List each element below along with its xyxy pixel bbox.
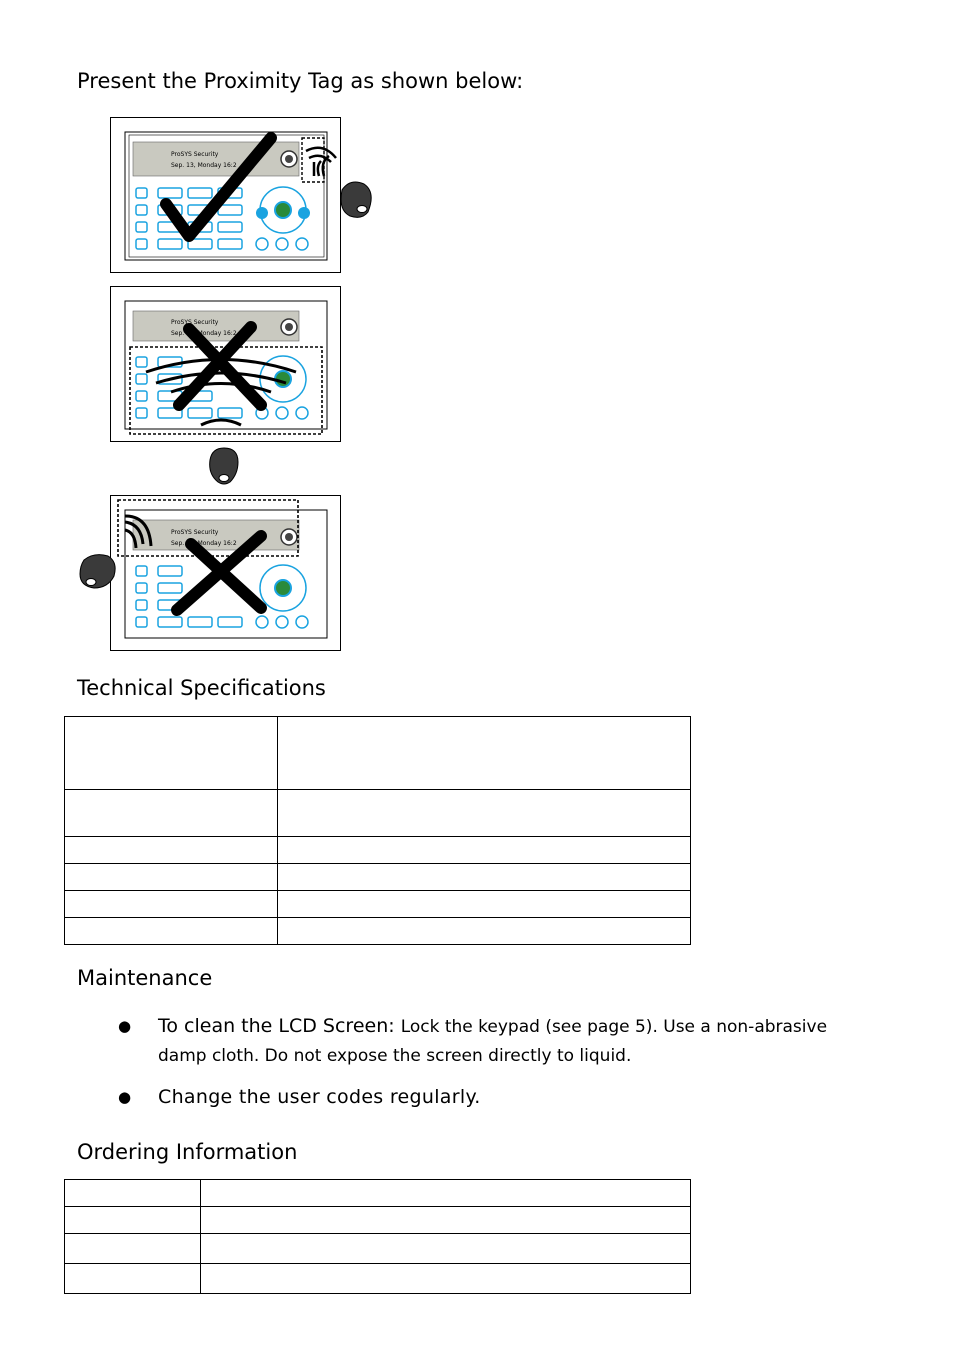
heading-ordering-information: Ordering Information <box>77 1140 298 1164</box>
tech-spec-table <box>64 716 691 945</box>
table-row <box>65 837 691 864</box>
table-row <box>65 1264 691 1294</box>
ordering-table <box>64 1179 691 1294</box>
item-text: Lock the keypad (see page 5). Use a non-abrasive damp cloth. Do not expose the screen directly to liquid. <box>158 1017 828 1066</box>
table-row <box>65 864 691 891</box>
table-row <box>65 891 691 918</box>
proximity-tag-icon <box>336 180 376 222</box>
lcd-line-2: Sep. 13, Monday 16:2 <box>171 540 237 547</box>
list-item <box>118 1083 878 1112</box>
heading-maintenance: Maintenance <box>77 966 213 990</box>
table-row <box>65 1180 691 1207</box>
table-row <box>65 1234 691 1264</box>
bullet-icon: ● <box>118 1017 132 1035</box>
figure-wrong-display <box>110 495 341 651</box>
proximity-tag-icon <box>78 552 118 592</box>
table-row <box>65 790 691 837</box>
list-item <box>118 1012 878 1071</box>
table-row <box>65 918 691 945</box>
heading-present-tag: Present the Proximity Tag as shown below: <box>77 69 524 93</box>
bullet-icon: ● <box>118 1088 132 1106</box>
table-row <box>65 717 691 790</box>
lcd-line-2: Sep. 13, Monday 16:2 <box>171 330 237 337</box>
lcd-line-1: ProSYS Security <box>171 151 219 158</box>
figure-correct-position <box>110 117 341 273</box>
figure-wrong-keypad <box>110 286 341 442</box>
item-lead: To clean the LCD Screen: <box>158 1015 401 1037</box>
heading-technical-specifications: Technical Specifications <box>77 676 326 700</box>
lcd-line-1: ProSYS Security <box>171 529 219 536</box>
maintenance-list <box>118 1012 878 1112</box>
lcd-line-2: Sep. 13, Monday 16:2 <box>171 162 237 169</box>
lcd-line-1: ProSYS Security <box>171 319 219 326</box>
item-text: Change the user codes regularly. <box>158 1086 481 1108</box>
proximity-tag-icon <box>206 446 242 486</box>
table-row <box>65 1207 691 1234</box>
